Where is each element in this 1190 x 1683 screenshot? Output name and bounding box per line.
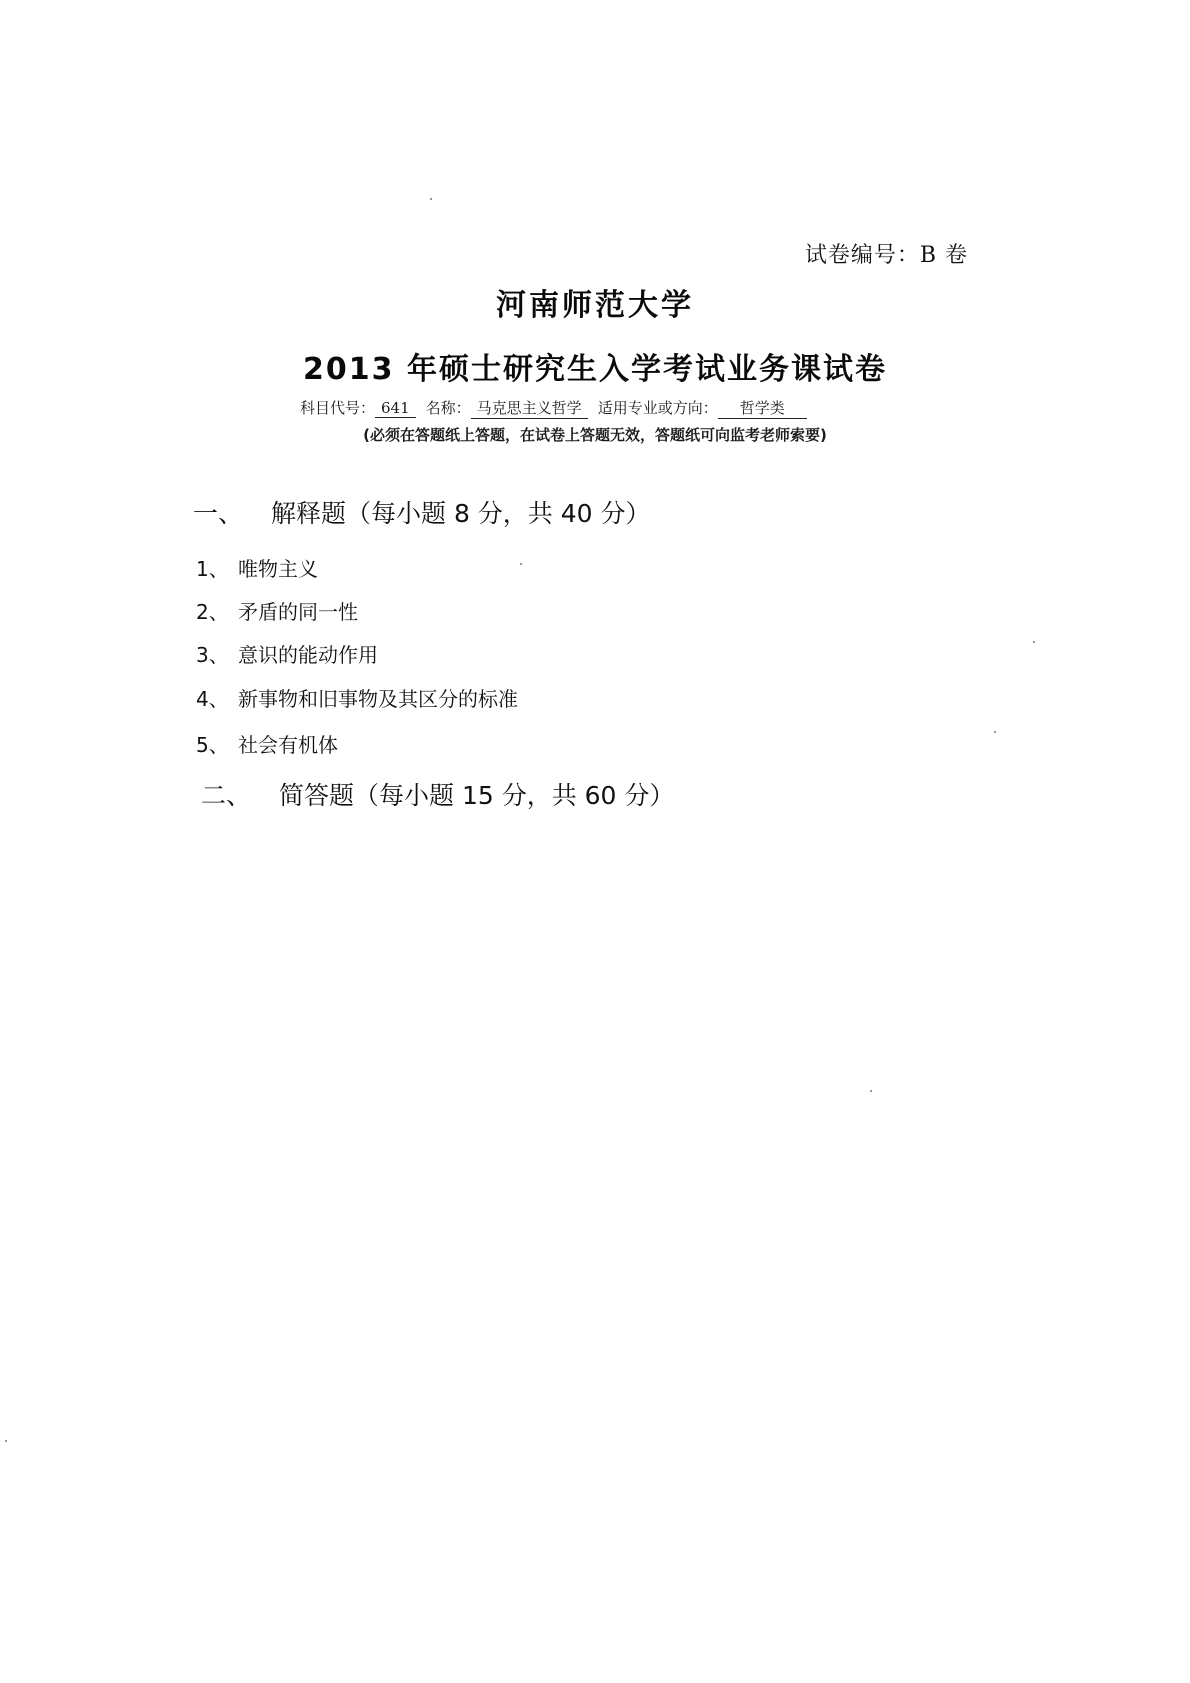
question-text: 新事物和旧事物及其区分的标准 [238, 687, 518, 711]
question-text: 矛盾的同一性 [238, 600, 358, 624]
major-label: 适用专业或方向： [597, 399, 718, 417]
subject-name-label: 名称： [425, 399, 471, 417]
subject-code-label: 科目代号： [300, 399, 376, 417]
subject-info-line [300, 397, 817, 419]
paper-id: 试卷编号：B 卷 [804, 243, 968, 268]
subject-code-value: 641 [375, 399, 416, 418]
question-text: 唯物主义 [238, 557, 318, 581]
question-number: 4、 [196, 687, 229, 711]
question-text: 社会有机体 [238, 733, 338, 757]
section-2-heading [201, 776, 674, 812]
section-number: 二、 [201, 781, 252, 810]
answer-notice: (必须在答题纸上答题，在试卷上答题无效，答题纸可向监考老师索要) [363, 426, 827, 444]
exam-title: 2013 年硕士研究生入学考试业务课试卷 [303, 352, 887, 387]
question-number: 1、 [196, 557, 229, 581]
question-number: 5、 [196, 733, 229, 757]
section-title: 解释题（每小题 8 分，共 40 分） [271, 499, 651, 528]
university-name: 河南师范大学 [496, 288, 694, 323]
question-item [196, 683, 518, 712]
section-1-heading [193, 494, 651, 530]
scan-speck [430, 198, 432, 200]
section-title: 简答题（每小题 15 分，共 60 分） [279, 781, 675, 810]
question-item [196, 596, 358, 625]
scan-speck [994, 731, 996, 733]
question-text: 意识的能动作用 [238, 643, 378, 667]
scan-speck [5, 1440, 7, 1442]
question-item [196, 639, 378, 668]
section-number: 一、 [193, 499, 244, 528]
scan-speck [520, 563, 522, 565]
scan-speck [870, 1090, 872, 1092]
question-item [196, 553, 318, 582]
subject-name-value: 马克思主义哲学 [471, 397, 588, 419]
question-item [196, 729, 338, 758]
scan-speck [1033, 641, 1035, 643]
major-value: 哲学类 [718, 397, 807, 419]
question-number: 3、 [196, 643, 229, 667]
question-number: 2、 [196, 600, 229, 624]
